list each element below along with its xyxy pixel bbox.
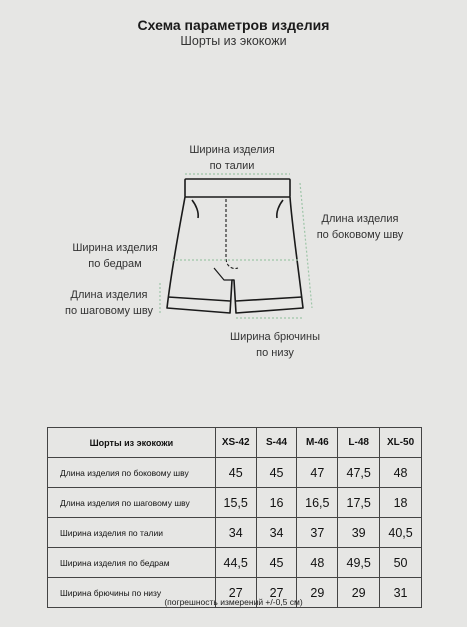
size-value: 29	[338, 578, 380, 608]
param-label: Длина изделия по боковому шву	[48, 458, 216, 488]
size-value: 34	[215, 518, 256, 548]
left-hem	[168, 297, 230, 301]
size-header: L-48	[338, 428, 380, 458]
size-value: 17,5	[338, 488, 380, 518]
size-value: 45	[215, 458, 256, 488]
param-label: Длина изделия по шаговому шву	[48, 488, 216, 518]
size-value: 16,5	[297, 488, 338, 518]
size-value: 29	[297, 578, 338, 608]
param-label: Ширина изделия по талии	[48, 518, 216, 548]
size-value: 40,5	[380, 518, 422, 548]
size-value: 16	[256, 488, 297, 518]
size-table	[47, 427, 422, 608]
size-value: 50	[380, 548, 422, 578]
label-side-length: Длина изделия по боковому шву	[316, 213, 404, 241]
size-value: 37	[297, 518, 338, 548]
diagram-subtitle: Шорты из экокожи	[180, 34, 287, 48]
size-value: 49,5	[338, 548, 380, 578]
size-value: 48	[297, 548, 338, 578]
size-value: 48	[380, 458, 422, 488]
size-value: 47	[297, 458, 338, 488]
table-header-row	[48, 428, 422, 458]
left-pocket	[192, 200, 198, 218]
size-header: M-46	[297, 428, 338, 458]
label-hips: Ширина изделия по бедрам	[72, 242, 158, 270]
size-value: 34	[256, 518, 297, 548]
size-value: 44,5	[215, 548, 256, 578]
waistband	[185, 179, 290, 197]
param-label: Ширина изделия по бедрам	[48, 548, 216, 578]
size-value: 15,5	[215, 488, 256, 518]
size-value: 47,5	[338, 458, 380, 488]
size-value: 45	[256, 548, 297, 578]
crotch-fold	[214, 268, 232, 280]
size-value: 18	[380, 488, 422, 518]
size-value: 45	[256, 458, 297, 488]
table-header-label: Шорты из экокожи	[48, 428, 216, 458]
table-row	[48, 518, 422, 548]
size-header: XL-50	[380, 428, 422, 458]
side-length-measure	[300, 183, 312, 308]
size-value: 27	[256, 578, 297, 608]
label-inseam: Длина изделия по шаговому шву	[65, 289, 153, 317]
param-label: Ширина брючины по низу	[48, 578, 216, 608]
diagram-title: Схема параметров изделия	[137, 17, 330, 33]
shorts-outline	[167, 179, 303, 313]
label-leg-opening: Ширина брючины по низу	[229, 331, 321, 359]
size-value: 31	[380, 578, 422, 608]
right-hem	[236, 297, 302, 301]
table-row	[48, 488, 422, 518]
right-pocket	[277, 200, 283, 218]
fly-stitch	[226, 199, 238, 269]
label-waist: Ширина изделия по талии	[189, 144, 275, 172]
measurement-tolerance-note: (погрешность измерений +/-0,5 см)	[164, 597, 303, 607]
size-header: XS-42	[215, 428, 256, 458]
table-row	[48, 458, 422, 488]
size-value: 27	[215, 578, 256, 608]
size-value: 39	[338, 518, 380, 548]
table-row	[48, 548, 422, 578]
size-header: S-44	[256, 428, 297, 458]
shorts-body	[167, 197, 303, 313]
